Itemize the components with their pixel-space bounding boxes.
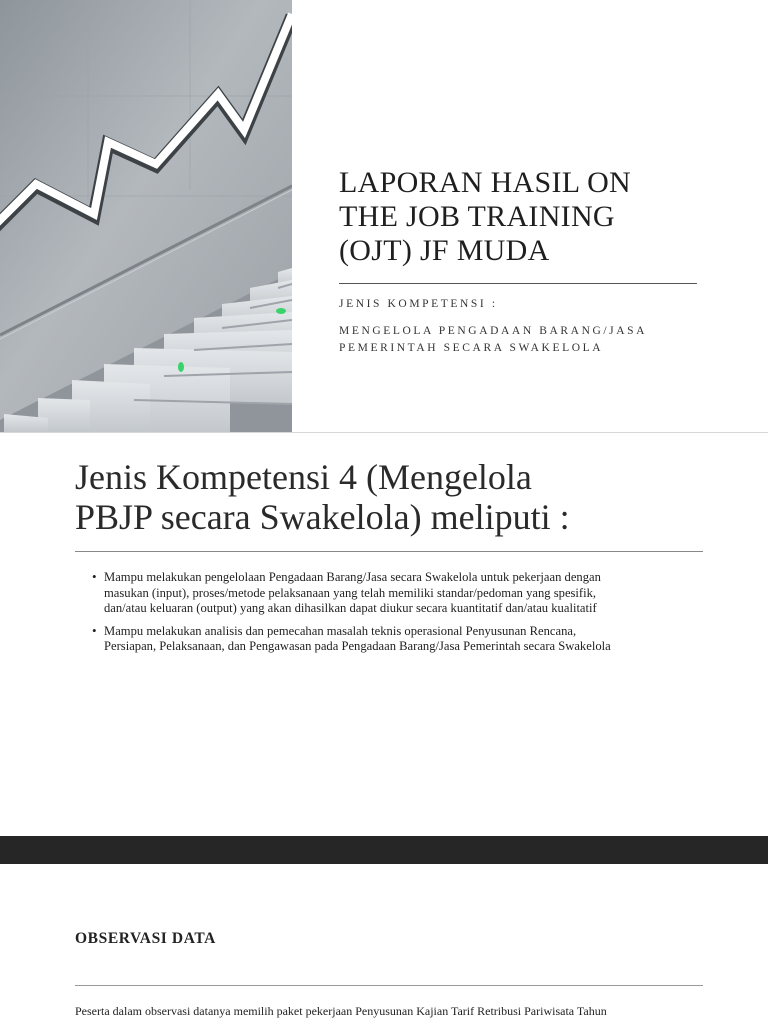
list-item-text xyxy=(104,570,711,617)
observasi-slide xyxy=(0,864,768,1024)
bullet-icon: • xyxy=(92,622,97,638)
title-slide xyxy=(0,0,768,432)
slide-heading-line: PBJP secara Swakelola) meliputi : xyxy=(75,497,570,537)
report-title-line: THE JOB TRAINING xyxy=(339,200,615,233)
kompetensi-value-line: MENGELOLA PENGADAAN BARANG/JASA xyxy=(339,325,648,337)
list-item xyxy=(91,624,711,655)
staircase-illustration xyxy=(0,0,292,432)
list-item-line: dan/atau keluaran (output) yang akan dihasilkan dapat diukur secara kuantitatif dan/atau kualitatif xyxy=(104,601,597,615)
growth-arrow-staircase-photo xyxy=(0,0,292,432)
slide-heading xyxy=(75,457,715,537)
list-item-line: Persiapan, Pelaksanaan, dan Pengawasan pada Pengadaan Barang/Jasa Pemerintah secara Swakelola xyxy=(104,639,611,653)
title-divider xyxy=(339,283,697,284)
bullet-icon: • xyxy=(92,569,97,584)
list-item xyxy=(91,570,711,617)
kompetensi-label: JENIS KOMPETENSI : xyxy=(339,298,498,310)
kompetensi-slide xyxy=(0,433,768,836)
step-light-icon xyxy=(276,308,286,314)
list-item-text xyxy=(104,624,711,655)
list-item-line: masukan (input), proses/metode pelaksanaan yang telah memiliki standar/pedoman yang spesifik, xyxy=(104,585,597,600)
list-item-line: Mampu melakukan analisis dan pemecahan masalah teknis operasional Penyusunan Rencana, xyxy=(104,623,577,638)
section-title: OBSERVASI DATA xyxy=(75,930,216,947)
report-title-line: (OJT) JF MUDA xyxy=(339,234,550,267)
bullet-list xyxy=(91,570,711,662)
body-paragraph: Peserta dalam observasi datanya memilih paket pekerjaan Penyusunan Kajian Tarif Retribusi Pariwisata Tahun xyxy=(75,1004,607,1018)
slide-footer-band xyxy=(0,836,768,864)
step-light-icon xyxy=(178,362,184,372)
list-item-line: Mampu melakukan pengelolaan Pengadaan Barang/Jasa secara Swakelola untuk pekerjaan dengan xyxy=(104,570,601,584)
slide-heading-line: Jenis Kompetensi 4 (Mengelola xyxy=(75,457,532,497)
report-title xyxy=(339,166,739,268)
section-divider xyxy=(75,985,703,986)
kompetensi-value xyxy=(339,323,647,357)
kompetensi-value-line: PEMERINTAH SECARA SWAKELOLA xyxy=(339,342,604,354)
report-title-line: LAPORAN HASIL ON xyxy=(339,166,632,199)
heading-divider xyxy=(75,551,703,552)
